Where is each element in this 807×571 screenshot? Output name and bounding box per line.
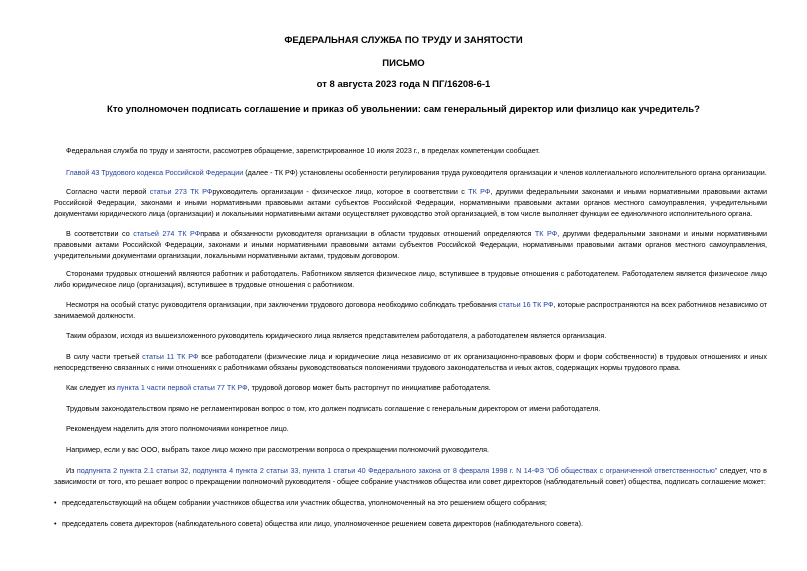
paragraph-7: Таким образом, исходя из вышеизложенного руководитель юридического лица является представителем работодателя, а работодателем является организация. — [66, 331, 607, 340]
paragraph-2-text: (далее - ТК РФ) установлены особенности регулирования труда руководителя организации и членов коллегиального исполнительного органа организации. — [243, 168, 767, 177]
paragraph-2 — [54, 167, 767, 178]
paragraph-9 — [54, 382, 767, 393]
bullet-icon: • — [54, 519, 57, 528]
paragraph-9-text-b: , трудовой договор может быть расторгнут по инициативе работодателя. — [247, 383, 491, 392]
link-chapter-43[interactable]: Главой 43 Трудового кодекса Российской Федерации — [66, 168, 244, 177]
agency-title: ФЕДЕРАЛЬНАЯ СЛУЖБА ПО ТРУДУ И ЗАНЯТОСТИ — [284, 35, 523, 46]
link-tk-rf[interactable]: ТК РФ — [534, 229, 558, 238]
bullet-item-1 — [54, 497, 547, 508]
paragraph-6-text-b: , которые распространяются на всех работников независимо от занимаемой должности. — [54, 300, 767, 320]
paragraph-10: Трудовым законодательством прямо не регламентирован вопрос о том, кто должен подписать соглашение с генеральным директором от имени работодателя. — [66, 404, 601, 413]
paragraph-4-text-b: права и обязанности руководителя организации в области трудовых отношений определяются — [200, 229, 535, 238]
paragraph-1: Федеральная служба по труду и занятости, рассмотрев обращение, зарегистрированное 10 июля 2023 г., в пределах компетенции сообщает. — [66, 146, 540, 155]
paragraph-6-text-a: Несмотря на особый статус руководителя организации, при заключении трудового договора необходимо соблюдать требования — [66, 300, 499, 309]
link-article-16[interactable]: статьи 16 ТК РФ — [498, 300, 554, 309]
paragraph-8-text-a: В силу части третьей — [66, 352, 143, 361]
document-type: ПИСЬМО — [382, 58, 425, 69]
paragraph-3-text-b: руководитель организации - физическое лицо, которое в соответствии с — [212, 187, 469, 196]
paragraph-13 — [54, 465, 767, 487]
link-article-11[interactable]: статьи 11 ТК РФ — [142, 352, 199, 361]
bullet-text-2: председатель совета директоров (наблюдательного совета) общества или лицо, уполномоченное решением совета директоров (наблюдательного совета). — [62, 519, 583, 528]
link-article-273[interactable]: статьи 273 ТК РФ — [149, 187, 213, 196]
link-federal-law-14fz[interactable]: подпункта 2 пункта 2.1 статьи 32, подпункта 4 пункта 2 статьи 33, пункта 1 статьи 40 Федерального закона от 8 февраля 1998 г. N 14-ФЗ "Об обществах с ограниченной ответственностью" — [76, 466, 718, 475]
paragraph-5: Сторонами трудовых отношений являются работник и работодатель. Работником является физическое лицо, вступившее в трудовые отношения с работодателем. Работодателем является физическое лицо либо юридическое лицо (организация), вступившее в трудовые отношения с работником. — [54, 269, 767, 289]
paragraph-4 — [54, 228, 767, 261]
paragraph-4-text-a: В соответствии со — [66, 229, 134, 238]
paragraph-4-text-c: , другими федеральными законами и иными нормативными правовыми актами Российской Федерации, законами и иными нормативными правовыми актами субъектов Российской Федерации, нормативными правовыми актами органов местного самоуправления, учредительными документами организации, локальными нормативными актами, трудовым договором. — [54, 229, 768, 260]
paragraph-13-text-b: следует, что в зависимости от того, кто решает вопрос о прекращении полномочий руководителя - общее собрание участников общества или совет директоров (наблюдательный совет) общества, подписать соглашение может: — [54, 466, 767, 486]
paragraph-9-text-a: Как следует из — [66, 383, 118, 392]
paragraph-6 — [54, 299, 767, 321]
paragraph-12: Например, если у вас ООО, выбрать такое лицо можно при рассмотрении вопроса о прекращении полномочий руководителя. — [66, 445, 489, 454]
paragraph-3 — [54, 186, 767, 219]
link-article-77[interactable]: пункта 1 части первой статьи 77 ТК РФ — [117, 383, 248, 392]
paragraph-13-text-a: Из — [66, 466, 77, 475]
link-article-274[interactable]: статьей 274 ТК РФ — [133, 229, 201, 238]
paragraph-8 — [54, 351, 767, 373]
bullet-text-1: председательствующий на общем собрании участников общества или участник общества, уполномоченный на это решением общего собрания; — [62, 498, 547, 507]
paragraph-3-text-c: , другими федеральными законами и иными нормативными правовыми актами Российской Федерации, законами и иными нормативными правовыми актами субъектов Российской Федерации, нормативными правовыми актами органов местного самоуправления, учредительными документами юридического лица (организации) и локальными нормативными актами осуществляет руководство этой организацией, в том числе выполняет функции ее единоличного исполнительного органа. — [54, 187, 767, 218]
bullet-icon: • — [54, 498, 57, 507]
paragraph-3-text-a: Согласно части первой — [66, 187, 150, 196]
paragraph-8-text-b: все работодатели (физические лица и юридические лица независимо от их организационно-правовых форм и форм собственности) в трудовых отношениях и иных непосредственно связанных с ними отношениях с работниками обязаны руководствоваться положениями трудового законодательства и иных актов, содержащих нормы трудового права. — [54, 352, 767, 372]
bullet-item-2 — [54, 518, 583, 529]
document-subject: Кто уполномочен подписать соглашение и приказ об увольнении: сам генеральный директор или физлицо как учредитель? — [107, 104, 700, 115]
date-and-number: от 8 августа 2023 года N ПГ/16208-6-1 — [316, 79, 491, 90]
link-tk-rf[interactable]: ТК РФ — [468, 187, 491, 196]
paragraph-11: Рекомендуем наделить для этого полномочиями конкретное лицо. — [66, 424, 289, 433]
